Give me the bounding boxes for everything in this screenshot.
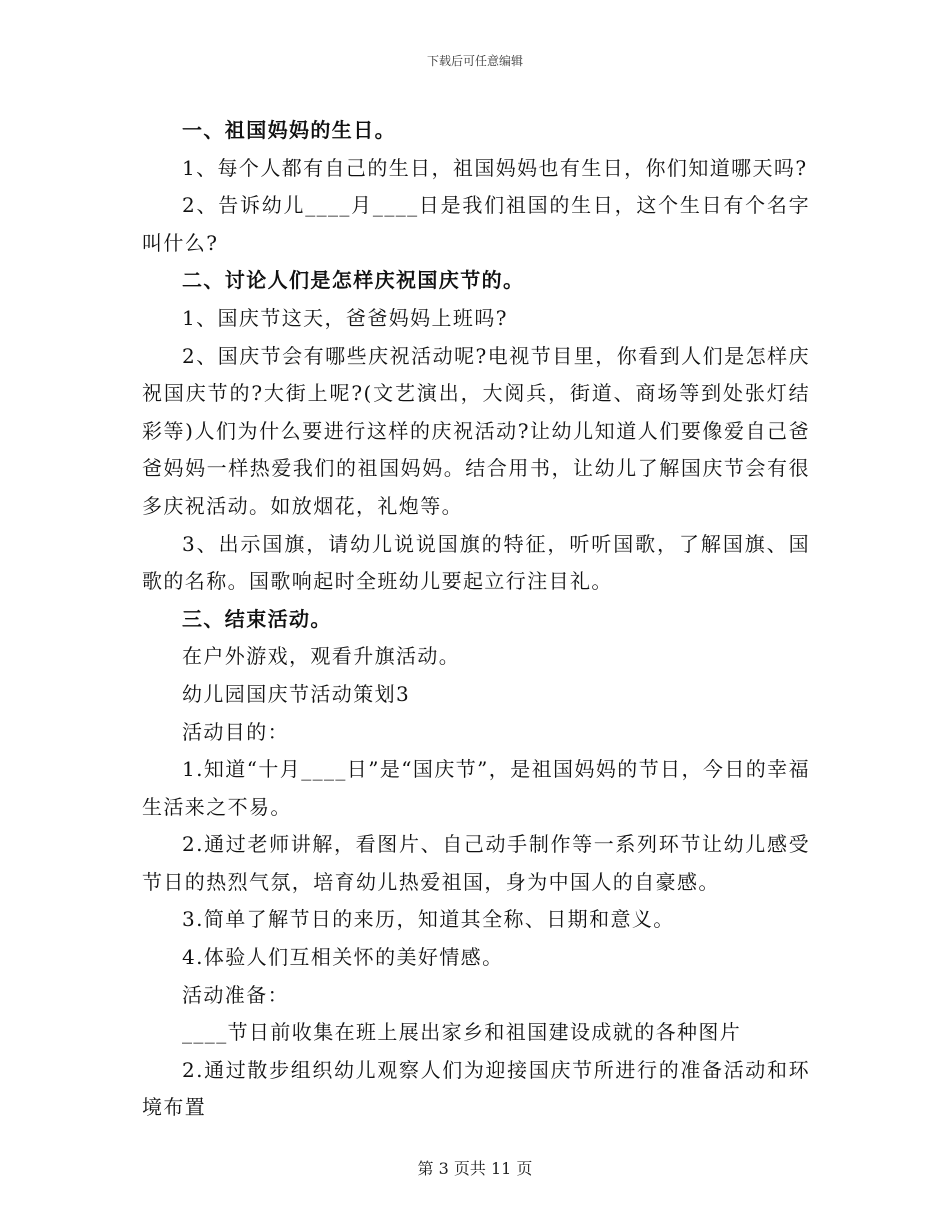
list-item: 2.通过散步组织幼儿观察人们为迎接国庆节所进行的准备活动和环境布置 [142, 1057, 810, 1120]
paragraph: 1、每个人都有自己的生日，祖国妈妈也有生日，你们知道哪天吗? [182, 155, 808, 180]
paragraph: 1、国庆节这天，爸爸妈妈上班吗? [182, 305, 508, 330]
list-item: 1.知道“十月____日”是“国庆节”，是祖国妈妈的节日，今日的幸福生活来之不易。 [142, 757, 810, 819]
plan-title: 幼儿园国庆节活动策划3 [182, 681, 411, 706]
list-item: 4.体验人们互相关怀的美好情感。 [182, 945, 504, 970]
section-heading-ending: 三、结束活动。 [182, 606, 332, 631]
document-body [142, 112, 810, 1127]
list-item: 3.简单了解节日的来历，知道其全称、日期和意义。 [182, 907, 675, 932]
activity-goals-label: 活动目的： [182, 719, 289, 744]
section-heading-birthday: 一、祖国妈妈的生日。 [182, 118, 396, 142]
paragraph: 2、告诉幼儿____月____日是我们祖国的生日，这个生日有个名字叫什么? [142, 193, 810, 255]
paragraph: 2、国庆节会有哪些庆祝活动呢?电视节目里，你看到人们是怎样庆祝国庆节的?大街上呢?(文艺演出，大阅兵，街道、商场等到处张灯结彩等)人们为什么要进行这样的庆祝活动?让幼儿知道人们要像爱自己爸爸妈妈一样热爱我们的祖国妈妈。结合用书，让幼儿了解国庆节会有很多庆祝活动。如放烟花，礼炮等。 [142, 343, 810, 518]
paragraph: 3、出示国旗，请幼儿说说国旗的特征，听听国歌，了解国旗、国歌的名称。国歌响起时全班幼儿要起立行注目礼。 [142, 531, 810, 594]
activity-preparation-label: 活动准备： [182, 982, 289, 1007]
list-item: ____节日前收集在班上展出家乡和祖国建设成就的各种图片 [182, 1020, 742, 1045]
section-heading-discussion: 二、讨论人们是怎样庆祝国庆节的。 [182, 268, 525, 293]
page-header-note: 下载后可任意编辑 [426, 54, 523, 68]
list-item: 2.通过老师讲解，看图片、自己动手制作等一系列环节让幼儿感受节日的热烈气氛，培育幼儿热爱祖国，身为中国人的自豪感。 [142, 832, 810, 894]
paragraph: 在户外游戏，观看升旗活动。 [182, 644, 461, 669]
page-number: 第 3 页共 11 页 [417, 1159, 533, 1178]
